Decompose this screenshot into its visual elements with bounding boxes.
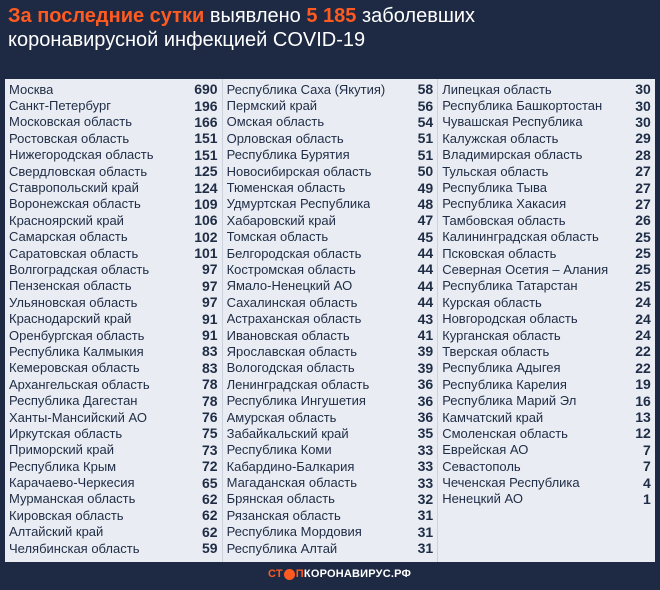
table-column-3 <box>438 79 655 562</box>
case-count: 12 <box>635 425 651 442</box>
table-row <box>9 130 218 146</box>
region-name: Нижегородская область <box>9 147 154 163</box>
region-name: Республика Саха (Якутия) <box>226 81 386 97</box>
table-row <box>442 442 651 458</box>
region-name: Омская область <box>226 114 325 130</box>
table-row <box>227 261 434 277</box>
table-row <box>9 261 218 277</box>
region-name: Ненецкий АО <box>442 491 523 507</box>
table-row <box>9 392 218 408</box>
case-count: 19 <box>635 376 651 393</box>
table-row <box>9 425 218 441</box>
case-count: 16 <box>635 392 651 409</box>
region-name: Самарская область <box>9 229 128 245</box>
region-name: Ивановская область <box>226 327 350 343</box>
table-row <box>442 196 651 212</box>
region-name: Республика Марий Эл <box>442 393 577 409</box>
case-count: 83 <box>202 343 218 360</box>
case-count: 48 <box>417 195 434 212</box>
region-name: Пермский край <box>226 98 318 114</box>
region-name: Белгородская область <box>226 245 362 261</box>
case-count: 24 <box>635 310 651 327</box>
region-name: Краснодарский край <box>9 311 132 327</box>
region-name: Кировская область <box>9 507 124 523</box>
region-name: Ленинградская область <box>226 376 370 392</box>
case-count: 50 <box>417 163 434 180</box>
page-title <box>8 4 648 52</box>
table-row <box>227 179 434 195</box>
region-name: Республика Алтай <box>226 540 338 556</box>
table-row <box>9 245 218 261</box>
case-count: 196 <box>194 97 218 114</box>
table-row <box>9 474 218 490</box>
region-name: Липецкая область <box>442 81 552 97</box>
table-row <box>442 130 651 146</box>
table-row <box>9 196 218 212</box>
case-count: 72 <box>202 458 218 475</box>
table-row <box>9 491 218 507</box>
table-row <box>9 163 218 179</box>
region-name: Удмуртская Республика <box>226 196 371 212</box>
table-row <box>442 376 651 392</box>
region-name: Республика Коми <box>226 442 332 458</box>
region-name: Вологодская область <box>226 360 355 376</box>
table-row <box>442 261 651 277</box>
case-count: 25 <box>635 228 651 245</box>
case-count: 24 <box>635 327 651 344</box>
region-name: Еврейская АО <box>442 442 529 458</box>
table-row <box>227 310 434 326</box>
table-row <box>9 524 218 540</box>
table-row <box>227 245 434 261</box>
case-count: 166 <box>194 113 218 130</box>
region-name: Ярославская область <box>226 343 358 359</box>
case-count: 73 <box>202 441 218 458</box>
region-name: Калининградская область <box>442 229 599 245</box>
region-name: Хабаровский край <box>226 212 336 228</box>
case-count: 29 <box>635 130 651 147</box>
case-count: 124 <box>194 179 218 196</box>
table-row <box>442 392 651 408</box>
region-name: Тульская область <box>442 163 549 179</box>
region-name: Республика Калмыкия <box>9 343 144 359</box>
case-count: 32 <box>417 490 434 507</box>
region-name: Санкт-Петербург <box>9 98 111 114</box>
region-name: Ростовская область <box>9 130 130 146</box>
table-row <box>9 507 218 523</box>
region-name: Ульяновская область <box>9 294 138 310</box>
region-name: Приморский край <box>9 442 114 458</box>
case-count: 30 <box>635 81 651 98</box>
region-name: Кабардино-Балкария <box>226 458 355 474</box>
region-name: Тюменская область <box>226 180 346 196</box>
region-name: Челябинская область <box>9 540 140 556</box>
table-row <box>442 179 651 195</box>
case-count: 97 <box>202 261 218 278</box>
region-name: Астраханская область <box>226 311 362 327</box>
region-name: Калужская область <box>442 130 559 146</box>
case-count: 7 <box>642 458 651 475</box>
title-line2: коронавирусной инфекцией COVID-19 <box>8 29 366 51</box>
table-row <box>227 114 434 130</box>
case-count: 33 <box>417 441 434 458</box>
case-count: 41 <box>417 327 434 344</box>
case-count: 36 <box>417 409 434 425</box>
region-name: Курская область <box>442 294 542 310</box>
table-row <box>227 524 434 540</box>
case-count: 151 <box>194 146 218 163</box>
case-count: 44 <box>417 261 434 278</box>
region-name: Тамбовская область <box>442 212 566 228</box>
table-row <box>227 294 434 310</box>
case-count: 31 <box>417 507 434 524</box>
case-count: 45 <box>417 228 434 245</box>
table-row <box>9 376 218 392</box>
case-count: 109 <box>194 195 218 212</box>
table-row <box>9 409 218 425</box>
region-name: Республика Тыва <box>442 180 547 196</box>
table-row <box>442 474 651 490</box>
table-row <box>442 114 651 130</box>
region-name: Оренбургская область <box>9 327 145 343</box>
case-count: 106 <box>194 212 218 229</box>
title-text: выявлено <box>204 5 307 27</box>
table-row <box>227 81 434 97</box>
table-row <box>442 229 651 245</box>
region-name: Республика Карелия <box>442 376 567 392</box>
case-count: 7 <box>642 441 651 458</box>
region-name: Саратовская область <box>9 245 139 261</box>
table-row <box>9 179 218 195</box>
case-count: 24 <box>635 294 651 311</box>
table-row <box>227 425 434 441</box>
case-count: 43 <box>417 310 434 327</box>
table-row <box>442 278 651 294</box>
case-count: 36 <box>417 376 434 393</box>
case-count: 76 <box>202 409 218 425</box>
region-name: Псковская область <box>442 245 557 261</box>
case-count: 59 <box>202 540 218 557</box>
table-row <box>442 97 651 113</box>
region-name: Чеченская Республика <box>442 475 580 491</box>
table-column-2 <box>222 79 439 562</box>
table-row <box>442 327 651 343</box>
table-row <box>227 229 434 245</box>
region-name: Северная Осетия – Алания <box>442 261 609 277</box>
region-name: Курганская область <box>442 327 561 343</box>
table-row <box>227 163 434 179</box>
region-name: Новосибирская область <box>226 163 372 179</box>
region-name: Ханты-Мансийский АО <box>9 409 147 425</box>
region-name: Иркутская область <box>9 425 123 441</box>
region-name: Карачаево-Черкесия <box>9 475 135 491</box>
table-row <box>9 540 218 556</box>
case-count: 75 <box>202 425 218 442</box>
table-row <box>227 147 434 163</box>
region-name: Брянская область <box>226 491 335 507</box>
case-count: 97 <box>202 294 218 311</box>
region-name: Республика Дагестан <box>9 393 138 409</box>
region-name: Сахалинская область <box>226 294 358 310</box>
case-count: 26 <box>635 212 651 229</box>
virus-icon <box>284 569 295 580</box>
table-row <box>227 474 434 490</box>
case-count: 36 <box>417 392 434 409</box>
case-count: 78 <box>202 392 218 409</box>
table-row <box>9 294 218 310</box>
case-count: 51 <box>417 146 434 163</box>
case-count: 27 <box>635 163 651 180</box>
case-count: 125 <box>194 163 218 180</box>
case-count: 102 <box>194 228 218 245</box>
region-name: Смоленская область <box>442 425 568 441</box>
case-count: 39 <box>417 359 434 376</box>
region-name: Забайкальский край <box>226 425 349 441</box>
case-count: 78 <box>202 376 218 393</box>
table-row <box>227 343 434 359</box>
case-count: 27 <box>635 195 651 212</box>
case-count: 44 <box>417 277 434 294</box>
table-row <box>9 81 218 97</box>
case-count: 33 <box>417 474 434 491</box>
table-row <box>442 425 651 441</box>
region-name: Пензенская область <box>9 278 132 294</box>
region-name: Тверская область <box>442 343 550 359</box>
region-name: Владимирская область <box>442 147 583 163</box>
case-count: 62 <box>202 490 218 507</box>
region-name: Мурманская область <box>9 491 136 507</box>
case-count: 25 <box>635 245 651 262</box>
region-name: Магаданская область <box>226 475 357 491</box>
table-row <box>9 327 218 343</box>
table-row <box>227 491 434 507</box>
region-name: Алтайский край <box>9 524 104 540</box>
case-count: 33 <box>417 458 434 475</box>
table-row <box>442 458 651 474</box>
title-count: 5 185 <box>306 5 357 27</box>
table-row <box>442 360 651 376</box>
table-row <box>442 491 651 507</box>
region-name: Республика Башкортостан <box>442 98 603 114</box>
case-count: 31 <box>417 523 434 540</box>
cases-table <box>5 79 655 562</box>
logo-text-p: П <box>295 568 304 580</box>
table-row <box>442 245 651 261</box>
region-name: Томская область <box>226 229 329 245</box>
case-count: 1 <box>642 490 651 507</box>
case-count: 91 <box>202 310 218 327</box>
region-name: Ямало-Ненецкий АО <box>226 278 353 294</box>
case-count: 27 <box>635 179 651 196</box>
case-count: 690 <box>194 81 218 98</box>
region-name: Чувашская Республика <box>442 114 583 130</box>
title-highlight: За последние сутки <box>8 5 205 27</box>
table-row <box>227 409 434 425</box>
case-count: 49 <box>417 179 434 196</box>
table-row <box>9 310 218 326</box>
footer <box>0 562 660 590</box>
region-name: Ставропольский край <box>9 180 139 196</box>
table-row <box>442 81 651 97</box>
case-count: 25 <box>635 261 651 278</box>
case-count: 39 <box>417 343 434 360</box>
table-row <box>227 97 434 113</box>
region-name: Амурская область <box>226 409 337 425</box>
case-count: 35 <box>417 425 434 442</box>
case-count: 25 <box>635 277 651 294</box>
region-name: Кемеровская область <box>9 360 140 376</box>
region-name: Республика Хакасия <box>442 196 567 212</box>
case-count: 30 <box>635 113 651 130</box>
case-count: 62 <box>202 523 218 540</box>
region-name: Орловская область <box>226 130 344 146</box>
region-name: Камчатский край <box>442 409 544 425</box>
case-count: 65 <box>202 474 218 491</box>
table-row <box>227 392 434 408</box>
table-row <box>9 114 218 130</box>
region-name: Костромская область <box>226 261 356 277</box>
table-row <box>9 147 218 163</box>
case-count: 97 <box>202 277 218 294</box>
region-name: Республика Бурятия <box>226 147 350 163</box>
table-row <box>227 442 434 458</box>
case-count: 56 <box>417 97 434 114</box>
table-row <box>227 360 434 376</box>
case-count: 22 <box>635 359 651 376</box>
case-count: 151 <box>194 130 218 147</box>
table-row <box>227 540 434 556</box>
table-row <box>9 343 218 359</box>
region-name: Севастополь <box>442 458 521 474</box>
case-count: 44 <box>417 294 434 311</box>
table-row <box>442 294 651 310</box>
case-count: 47 <box>417 212 434 229</box>
case-count: 101 <box>194 245 218 262</box>
table-column-1 <box>5 79 222 562</box>
region-name: Воронежская область <box>9 196 141 212</box>
case-count: 58 <box>417 81 434 98</box>
table-row <box>442 310 651 326</box>
logo-text-st: СТ <box>268 568 283 580</box>
table-row <box>442 147 651 163</box>
case-count: 83 <box>202 359 218 376</box>
region-name: Республика Крым <box>9 458 117 474</box>
table-row <box>442 163 651 179</box>
region-name: Республика Татарстан <box>442 278 578 294</box>
region-name: Волгоградская область <box>9 261 150 277</box>
case-count: 91 <box>202 327 218 344</box>
table-row <box>227 278 434 294</box>
table-row <box>9 212 218 228</box>
table-row <box>227 196 434 212</box>
case-count: 13 <box>635 409 651 425</box>
case-count: 4 <box>642 474 651 491</box>
header <box>0 0 660 72</box>
region-name: Республика Ингушетия <box>226 393 366 409</box>
table-row <box>442 343 651 359</box>
case-count: 28 <box>635 146 651 163</box>
case-count: 22 <box>635 343 651 360</box>
region-name: Свердловская область <box>9 163 148 179</box>
case-count: 30 <box>635 97 651 114</box>
logo-text-domain: КОРОНАВИРУС.РФ <box>303 568 412 580</box>
region-name: Москва <box>9 81 54 97</box>
table-row <box>9 458 218 474</box>
table-row <box>9 360 218 376</box>
case-count: 51 <box>417 130 434 147</box>
stopcoronavirus-logo <box>268 568 411 580</box>
table-row <box>442 409 651 425</box>
region-name: Республика Адыгея <box>442 360 561 376</box>
table-row <box>9 278 218 294</box>
table-row <box>227 376 434 392</box>
table-row <box>442 212 651 228</box>
table-row <box>227 458 434 474</box>
region-name: Красноярский край <box>9 212 124 228</box>
region-name: Архангельская область <box>9 376 150 392</box>
region-name: Рязанская область <box>226 507 341 523</box>
table-row <box>227 327 434 343</box>
case-count: 44 <box>417 245 434 262</box>
case-count: 54 <box>417 113 434 130</box>
case-count: 62 <box>202 507 218 524</box>
case-count: 31 <box>417 540 434 557</box>
title-text-end: заболевших <box>356 5 476 27</box>
region-name: Московская область <box>9 114 133 130</box>
region-name: Республика Мордовия <box>226 524 362 540</box>
table-row <box>227 507 434 523</box>
table-row <box>9 229 218 245</box>
table-row <box>9 442 218 458</box>
table-row <box>9 97 218 113</box>
table-row <box>227 212 434 228</box>
region-name: Новгородская область <box>442 311 578 327</box>
table-row <box>227 130 434 146</box>
